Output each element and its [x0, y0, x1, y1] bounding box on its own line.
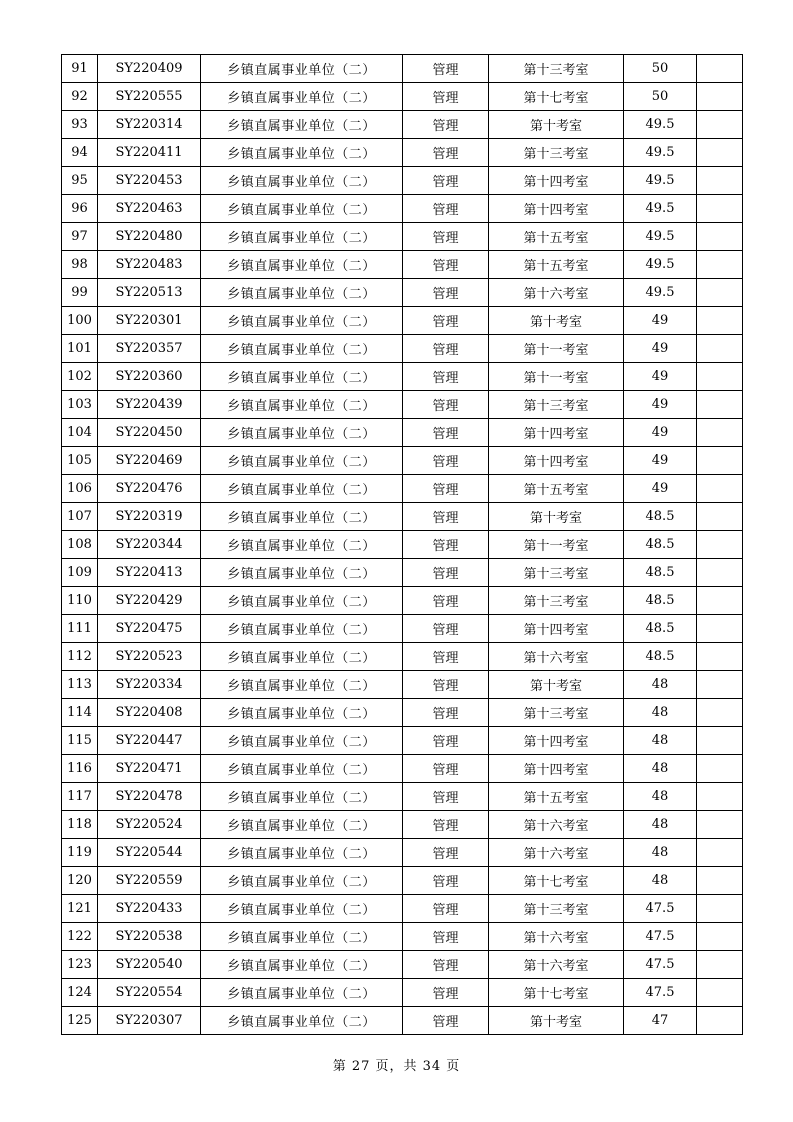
cell-remark [697, 335, 743, 363]
cell-score: 48.5 [624, 643, 697, 671]
cell-score: 49 [624, 307, 697, 335]
cell-remark [697, 867, 743, 895]
cell-remark [697, 391, 743, 419]
cell-position: 管理 [403, 111, 489, 139]
cell-exam-no: SY220483 [98, 251, 201, 279]
cell-seq: 116 [62, 755, 98, 783]
cell-position: 管理 [403, 979, 489, 1007]
cell-seq: 95 [62, 167, 98, 195]
cell-unit: 乡镇直属事业单位（二） [201, 195, 403, 223]
cell-remark [697, 559, 743, 587]
table-row [62, 419, 743, 447]
cell-seq: 112 [62, 643, 98, 671]
cell-unit: 乡镇直属事业单位（二） [201, 951, 403, 979]
table-row [62, 167, 743, 195]
cell-exam-room: 第十考室 [489, 671, 624, 699]
cell-exam-room: 第十三考室 [489, 699, 624, 727]
cell-unit: 乡镇直属事业单位（二） [201, 111, 403, 139]
cell-score: 48 [624, 755, 697, 783]
cell-score: 49 [624, 363, 697, 391]
cell-exam-room: 第十一考室 [489, 363, 624, 391]
table-row [62, 727, 743, 755]
cell-score: 50 [624, 55, 697, 83]
cell-exam-no: SY220439 [98, 391, 201, 419]
cell-unit: 乡镇直属事业单位（二） [201, 727, 403, 755]
cell-remark [697, 83, 743, 111]
cell-score: 49.5 [624, 251, 697, 279]
cell-seq: 118 [62, 811, 98, 839]
cell-exam-room: 第十五考室 [489, 475, 624, 503]
cell-exam-room: 第十三考室 [489, 391, 624, 419]
table-row [62, 839, 743, 867]
table-row [62, 55, 743, 83]
cell-unit: 乡镇直属事业单位（二） [201, 447, 403, 475]
cell-position: 管理 [403, 447, 489, 475]
cell-exam-room: 第十四考室 [489, 447, 624, 475]
cell-position: 管理 [403, 139, 489, 167]
cell-position: 管理 [403, 419, 489, 447]
cell-remark [697, 139, 743, 167]
cell-position: 管理 [403, 55, 489, 83]
cell-score: 48.5 [624, 559, 697, 587]
cell-remark [697, 223, 743, 251]
cell-remark [697, 363, 743, 391]
cell-remark [697, 839, 743, 867]
cell-exam-no: SY220314 [98, 111, 201, 139]
cell-remark [697, 699, 743, 727]
cell-exam-room: 第十三考室 [489, 587, 624, 615]
cell-seq: 97 [62, 223, 98, 251]
table-row [62, 447, 743, 475]
cell-remark [697, 55, 743, 83]
cell-seq: 94 [62, 139, 98, 167]
cell-seq: 107 [62, 503, 98, 531]
cell-unit: 乡镇直属事业单位（二） [201, 139, 403, 167]
cell-exam-room: 第十一考室 [489, 531, 624, 559]
cell-exam-no: SY220555 [98, 83, 201, 111]
cell-remark [697, 419, 743, 447]
cell-exam-no: SY220357 [98, 335, 201, 363]
cell-score: 48 [624, 811, 697, 839]
cell-exam-no: SY220307 [98, 1007, 201, 1035]
table-row [62, 195, 743, 223]
cell-seq: 98 [62, 251, 98, 279]
cell-position: 管理 [403, 223, 489, 251]
cell-exam-room: 第十三考室 [489, 895, 624, 923]
table-row [62, 811, 743, 839]
cell-unit: 乡镇直属事业单位（二） [201, 699, 403, 727]
cell-unit: 乡镇直属事业单位（二） [201, 223, 403, 251]
cell-exam-no: SY220476 [98, 475, 201, 503]
cell-remark [697, 251, 743, 279]
cell-exam-no: SY220478 [98, 783, 201, 811]
cell-exam-room: 第十四考室 [489, 615, 624, 643]
cell-remark [697, 979, 743, 1007]
cell-position: 管理 [403, 755, 489, 783]
table-row [62, 307, 743, 335]
cell-seq: 99 [62, 279, 98, 307]
cell-unit: 乡镇直属事业单位（二） [201, 587, 403, 615]
cell-remark [697, 167, 743, 195]
cell-unit: 乡镇直属事业单位（二） [201, 615, 403, 643]
cell-exam-no: SY220360 [98, 363, 201, 391]
cell-seq: 110 [62, 587, 98, 615]
cell-exam-no: SY220480 [98, 223, 201, 251]
cell-seq: 100 [62, 307, 98, 335]
cell-remark [697, 1007, 743, 1035]
cell-remark [697, 643, 743, 671]
cell-score: 49 [624, 475, 697, 503]
table-row [62, 979, 743, 1007]
cell-remark [697, 587, 743, 615]
cell-exam-room: 第十四考室 [489, 195, 624, 223]
cell-exam-no: SY220433 [98, 895, 201, 923]
cell-seq: 124 [62, 979, 98, 1007]
cell-unit: 乡镇直属事业单位（二） [201, 839, 403, 867]
cell-position: 管理 [403, 279, 489, 307]
cell-position: 管理 [403, 839, 489, 867]
cell-unit: 乡镇直属事业单位（二） [201, 559, 403, 587]
cell-seq: 120 [62, 867, 98, 895]
cell-seq: 101 [62, 335, 98, 363]
cell-score: 49.5 [624, 279, 697, 307]
cell-seq: 119 [62, 839, 98, 867]
cell-exam-no: SY220453 [98, 167, 201, 195]
cell-unit: 乡镇直属事业单位（二） [201, 279, 403, 307]
cell-position: 管理 [403, 391, 489, 419]
cell-score: 48 [624, 783, 697, 811]
cell-exam-no: SY220447 [98, 727, 201, 755]
cell-position: 管理 [403, 83, 489, 111]
cell-position: 管理 [403, 615, 489, 643]
cell-position: 管理 [403, 335, 489, 363]
cell-position: 管理 [403, 475, 489, 503]
cell-unit: 乡镇直属事业单位（二） [201, 83, 403, 111]
cell-position: 管理 [403, 783, 489, 811]
cell-unit: 乡镇直属事业单位（二） [201, 867, 403, 895]
cell-seq: 125 [62, 1007, 98, 1035]
table-row [62, 531, 743, 559]
table-row [62, 223, 743, 251]
table-row [62, 279, 743, 307]
cell-exam-no: SY220523 [98, 643, 201, 671]
cell-exam-no: SY220544 [98, 839, 201, 867]
cell-unit: 乡镇直属事业单位（二） [201, 251, 403, 279]
cell-score: 49.5 [624, 223, 697, 251]
cell-exam-room: 第十六考室 [489, 811, 624, 839]
cell-unit: 乡镇直属事业单位（二） [201, 811, 403, 839]
cell-position: 管理 [403, 867, 489, 895]
cell-exam-room: 第十一考室 [489, 335, 624, 363]
cell-unit: 乡镇直属事业单位（二） [201, 923, 403, 951]
cell-unit: 乡镇直属事业单位（二） [201, 979, 403, 1007]
table-row [62, 559, 743, 587]
cell-unit: 乡镇直属事业单位（二） [201, 307, 403, 335]
cell-position: 管理 [403, 251, 489, 279]
cell-exam-no: SY220319 [98, 503, 201, 531]
cell-score: 49.5 [624, 111, 697, 139]
table-row [62, 643, 743, 671]
cell-score: 48.5 [624, 615, 697, 643]
cell-exam-room: 第十六考室 [489, 839, 624, 867]
table-row [62, 139, 743, 167]
cell-score: 49.5 [624, 167, 697, 195]
cell-score: 48.5 [624, 503, 697, 531]
cell-seq: 105 [62, 447, 98, 475]
cell-remark [697, 951, 743, 979]
cell-seq: 104 [62, 419, 98, 447]
table-row [62, 755, 743, 783]
cell-score: 49 [624, 419, 697, 447]
cell-seq: 93 [62, 111, 98, 139]
cell-exam-no: SY220463 [98, 195, 201, 223]
cell-remark [697, 783, 743, 811]
cell-position: 管理 [403, 727, 489, 755]
cell-exam-room: 第十六考室 [489, 279, 624, 307]
results-table [61, 54, 743, 1035]
cell-exam-room: 第十三考室 [489, 55, 624, 83]
cell-remark [697, 195, 743, 223]
cell-exam-no: SY220408 [98, 699, 201, 727]
cell-exam-room: 第十考室 [489, 307, 624, 335]
cell-exam-room: 第十七考室 [489, 83, 624, 111]
cell-position: 管理 [403, 587, 489, 615]
cell-score: 49 [624, 447, 697, 475]
table-row [62, 503, 743, 531]
cell-remark [697, 447, 743, 475]
cell-remark [697, 811, 743, 839]
cell-position: 管理 [403, 671, 489, 699]
cell-unit: 乡镇直属事业单位（二） [201, 55, 403, 83]
cell-score: 48 [624, 699, 697, 727]
cell-remark [697, 503, 743, 531]
cell-unit: 乡镇直属事业单位（二） [201, 895, 403, 923]
cell-unit: 乡镇直属事业单位（二） [201, 503, 403, 531]
cell-unit: 乡镇直属事业单位（二） [201, 391, 403, 419]
table-row [62, 391, 743, 419]
cell-seq: 114 [62, 699, 98, 727]
table-row [62, 587, 743, 615]
cell-exam-room: 第十五考室 [489, 783, 624, 811]
cell-remark [697, 615, 743, 643]
cell-seq: 113 [62, 671, 98, 699]
cell-unit: 乡镇直属事业单位（二） [201, 419, 403, 447]
cell-position: 管理 [403, 195, 489, 223]
cell-score: 47 [624, 1007, 697, 1035]
cell-score: 49.5 [624, 139, 697, 167]
cell-score: 48 [624, 727, 697, 755]
cell-remark [697, 727, 743, 755]
cell-exam-no: SY220524 [98, 811, 201, 839]
cell-exam-room: 第十考室 [489, 503, 624, 531]
cell-exam-no: SY220540 [98, 951, 201, 979]
table-row [62, 335, 743, 363]
cell-exam-no: SY220344 [98, 531, 201, 559]
cell-unit: 乡镇直属事业单位（二） [201, 363, 403, 391]
table-row [62, 671, 743, 699]
cell-score: 47.5 [624, 923, 697, 951]
cell-unit: 乡镇直属事业单位（二） [201, 531, 403, 559]
cell-score: 48.5 [624, 587, 697, 615]
cell-position: 管理 [403, 503, 489, 531]
cell-exam-room: 第十六考室 [489, 643, 624, 671]
cell-exam-no: SY220411 [98, 139, 201, 167]
cell-position: 管理 [403, 559, 489, 587]
table-row [62, 895, 743, 923]
cell-position: 管理 [403, 811, 489, 839]
cell-exam-room: 第十四考室 [489, 755, 624, 783]
cell-seq: 121 [62, 895, 98, 923]
table-row [62, 1007, 743, 1035]
cell-exam-no: SY220301 [98, 307, 201, 335]
cell-position: 管理 [403, 895, 489, 923]
table-row [62, 475, 743, 503]
cell-exam-no: SY220559 [98, 867, 201, 895]
cell-seq: 103 [62, 391, 98, 419]
cell-exam-room: 第十七考室 [489, 867, 624, 895]
cell-unit: 乡镇直属事业单位（二） [201, 1007, 403, 1035]
cell-remark [697, 111, 743, 139]
cell-exam-room: 第十六考室 [489, 951, 624, 979]
table-row [62, 699, 743, 727]
cell-position: 管理 [403, 167, 489, 195]
cell-exam-no: SY220538 [98, 923, 201, 951]
cell-unit: 乡镇直属事业单位（二） [201, 755, 403, 783]
cell-score: 49 [624, 391, 697, 419]
cell-score: 48 [624, 867, 697, 895]
table-row [62, 867, 743, 895]
cell-exam-room: 第十四考室 [489, 727, 624, 755]
cell-remark [697, 475, 743, 503]
cell-position: 管理 [403, 951, 489, 979]
cell-seq: 115 [62, 727, 98, 755]
cell-position: 管理 [403, 531, 489, 559]
cell-exam-room: 第十三考室 [489, 139, 624, 167]
cell-exam-room: 第十三考室 [489, 559, 624, 587]
cell-exam-no: SY220513 [98, 279, 201, 307]
cell-position: 管理 [403, 307, 489, 335]
cell-position: 管理 [403, 363, 489, 391]
cell-position: 管理 [403, 1007, 489, 1035]
cell-remark [697, 895, 743, 923]
cell-exam-no: SY220409 [98, 55, 201, 83]
cell-score: 50 [624, 83, 697, 111]
cell-score: 48 [624, 671, 697, 699]
cell-score: 48.5 [624, 531, 697, 559]
cell-seq: 92 [62, 83, 98, 111]
cell-remark [697, 755, 743, 783]
cell-unit: 乡镇直属事业单位（二） [201, 475, 403, 503]
cell-exam-no: SY220554 [98, 979, 201, 1007]
cell-position: 管理 [403, 643, 489, 671]
table-row [62, 951, 743, 979]
cell-remark [697, 671, 743, 699]
cell-exam-no: SY220450 [98, 419, 201, 447]
cell-exam-no: SY220469 [98, 447, 201, 475]
cell-exam-no: SY220429 [98, 587, 201, 615]
cell-exam-room: 第十五考室 [489, 251, 624, 279]
cell-exam-no: SY220413 [98, 559, 201, 587]
table-row [62, 111, 743, 139]
table-row [62, 363, 743, 391]
cell-exam-room: 第十四考室 [489, 167, 624, 195]
cell-unit: 乡镇直属事业单位（二） [201, 335, 403, 363]
table-row [62, 783, 743, 811]
cell-remark [697, 279, 743, 307]
cell-seq: 122 [62, 923, 98, 951]
cell-exam-no: SY220334 [98, 671, 201, 699]
cell-exam-no: SY220471 [98, 755, 201, 783]
cell-unit: 乡镇直属事业单位（二） [201, 671, 403, 699]
table-row [62, 923, 743, 951]
cell-remark [697, 531, 743, 559]
cell-seq: 123 [62, 951, 98, 979]
cell-position: 管理 [403, 923, 489, 951]
cell-score: 48 [624, 839, 697, 867]
cell-score: 49.5 [624, 195, 697, 223]
cell-seq: 91 [62, 55, 98, 83]
cell-exam-room: 第十六考室 [489, 923, 624, 951]
cell-seq: 117 [62, 783, 98, 811]
table-row [62, 83, 743, 111]
cell-score: 47.5 [624, 979, 697, 1007]
cell-seq: 96 [62, 195, 98, 223]
cell-unit: 乡镇直属事业单位（二） [201, 167, 403, 195]
page-number: 第 27 页，共 34 页 [332, 1059, 461, 1074]
cell-exam-no: SY220475 [98, 615, 201, 643]
table-row [62, 615, 743, 643]
cell-unit: 乡镇直属事业单位（二） [201, 643, 403, 671]
cell-exam-room: 第十四考室 [489, 419, 624, 447]
table-row [62, 251, 743, 279]
page-footer [0, 1055, 793, 1074]
cell-position: 管理 [403, 699, 489, 727]
cell-seq: 111 [62, 615, 98, 643]
cell-score: 49 [624, 335, 697, 363]
cell-seq: 108 [62, 531, 98, 559]
cell-exam-room: 第十考室 [489, 1007, 624, 1035]
cell-score: 47.5 [624, 951, 697, 979]
cell-seq: 106 [62, 475, 98, 503]
cell-exam-room: 第十考室 [489, 111, 624, 139]
cell-seq: 102 [62, 363, 98, 391]
cell-score: 47.5 [624, 895, 697, 923]
results-table-body [62, 55, 743, 1035]
cell-exam-room: 第十五考室 [489, 223, 624, 251]
cell-exam-room: 第十七考室 [489, 979, 624, 1007]
cell-remark [697, 307, 743, 335]
cell-unit: 乡镇直属事业单位（二） [201, 783, 403, 811]
cell-remark [697, 923, 743, 951]
cell-seq: 109 [62, 559, 98, 587]
